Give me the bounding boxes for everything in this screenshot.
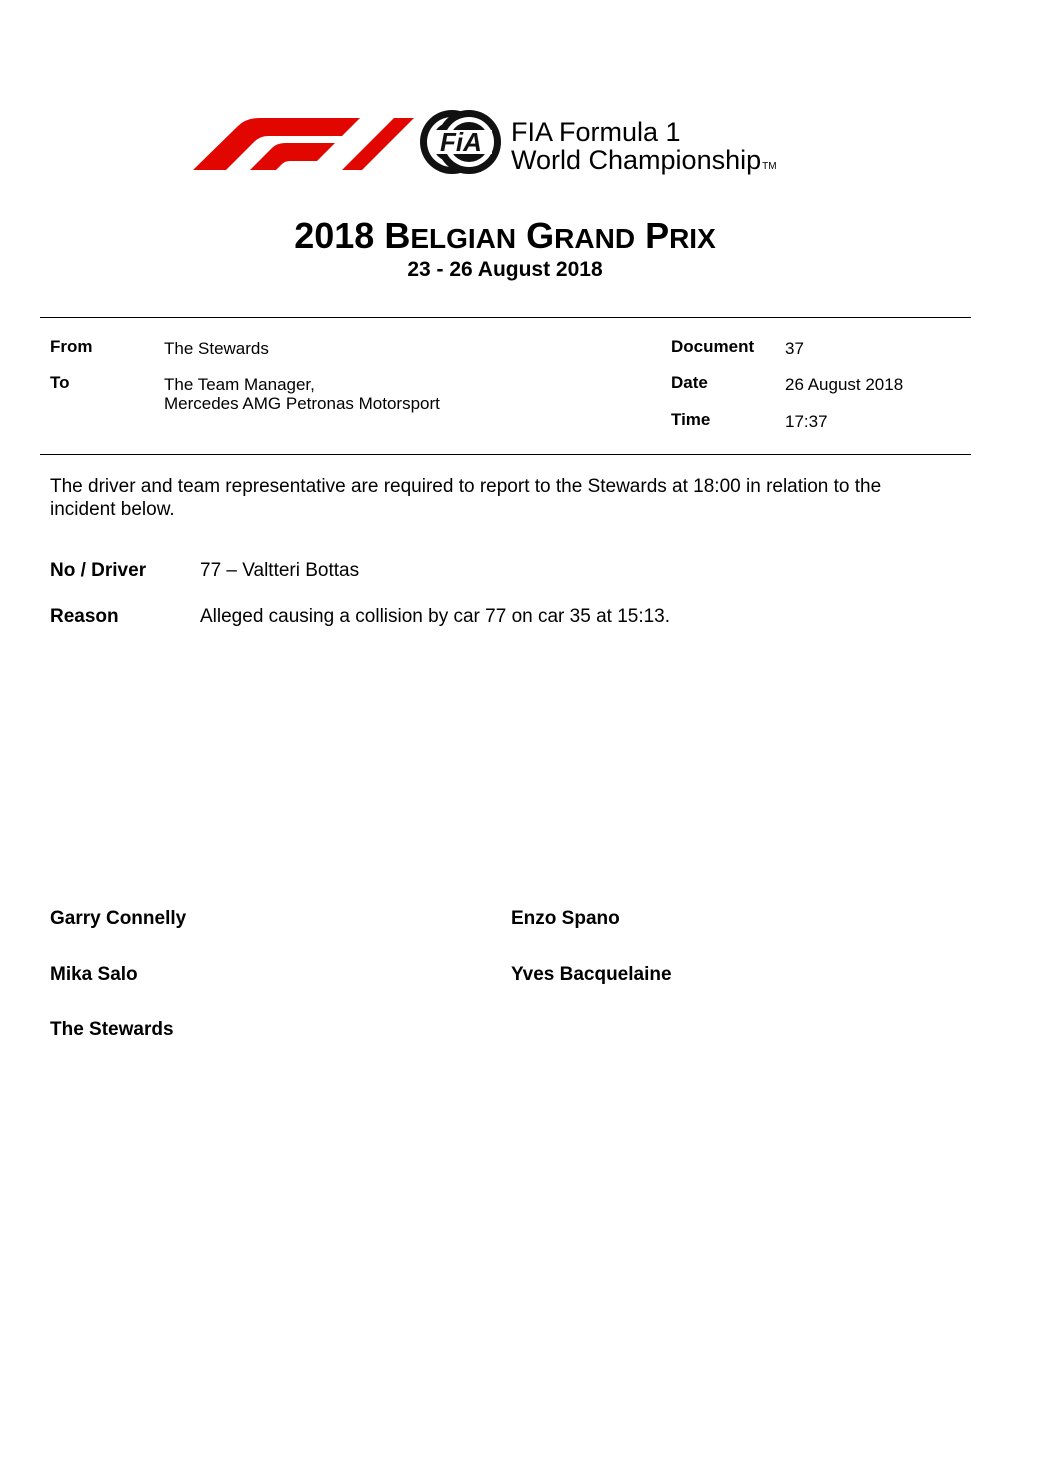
date-label: Date bbox=[671, 373, 708, 392]
steward-name: Garry Connelly bbox=[50, 908, 187, 929]
fia-emblem-text: FiA bbox=[440, 127, 482, 157]
document-label: Document bbox=[671, 337, 755, 356]
fia-emblem-icon bbox=[420, 110, 501, 174]
document-value: 37 bbox=[785, 339, 804, 358]
reason-label: Reason bbox=[50, 606, 119, 627]
steward-name: Yves Bacquelaine bbox=[511, 964, 672, 985]
intro-line-2: incident below. bbox=[50, 499, 175, 520]
title-rest: ELGIAN bbox=[410, 223, 517, 254]
brand-line-1: FIA Formula 1 bbox=[511, 117, 681, 147]
title-word-1 bbox=[384, 215, 516, 256]
title-year: 2018 bbox=[294, 215, 375, 256]
date-value: 26 August 2018 bbox=[785, 375, 904, 394]
intro-paragraph bbox=[50, 475, 960, 521]
title-word-2 bbox=[526, 215, 635, 256]
to-label: To bbox=[50, 373, 70, 392]
signature-footer: The Stewards bbox=[50, 1019, 174, 1040]
to-value-line-2: Mercedes AMG Petronas Motorsport bbox=[164, 394, 440, 413]
brand-line-2 bbox=[511, 145, 777, 182]
to-value-line-1: The Team Manager, bbox=[164, 375, 315, 394]
intro-line-1: The driver and team representative are required to report to the Stewards at 18:00 in relation to the bbox=[50, 476, 882, 497]
driver-value: 77 – Valtteri Bottas bbox=[200, 560, 360, 581]
brand-line-2-text: World Championship bbox=[511, 145, 762, 175]
from-value: The Stewards bbox=[164, 339, 269, 358]
steward-name: Enzo Spano bbox=[511, 908, 620, 929]
time-label: Time bbox=[671, 410, 711, 429]
reason-value: Alleged causing a collision by car 77 on car 35 at 15:13. bbox=[200, 606, 671, 627]
time-value: 17:37 bbox=[785, 412, 828, 431]
title-initial: B bbox=[384, 215, 411, 256]
bottom-divider bbox=[40, 454, 971, 455]
title-initial: P bbox=[645, 215, 670, 256]
event-title bbox=[0, 214, 1010, 261]
title-initial: G bbox=[526, 215, 555, 256]
from-label: From bbox=[50, 337, 93, 356]
driver-label: No / Driver bbox=[50, 560, 147, 581]
title-word-3 bbox=[645, 215, 716, 256]
title-rest: RIX bbox=[669, 223, 716, 254]
event-dates: 23 - 26 August 2018 bbox=[407, 258, 603, 281]
f1-mark-icon bbox=[193, 118, 414, 170]
title-rest: RAND bbox=[554, 223, 636, 254]
steward-name: Mika Salo bbox=[50, 964, 138, 985]
trademark-mark: TM bbox=[762, 161, 777, 172]
top-divider bbox=[40, 317, 971, 318]
